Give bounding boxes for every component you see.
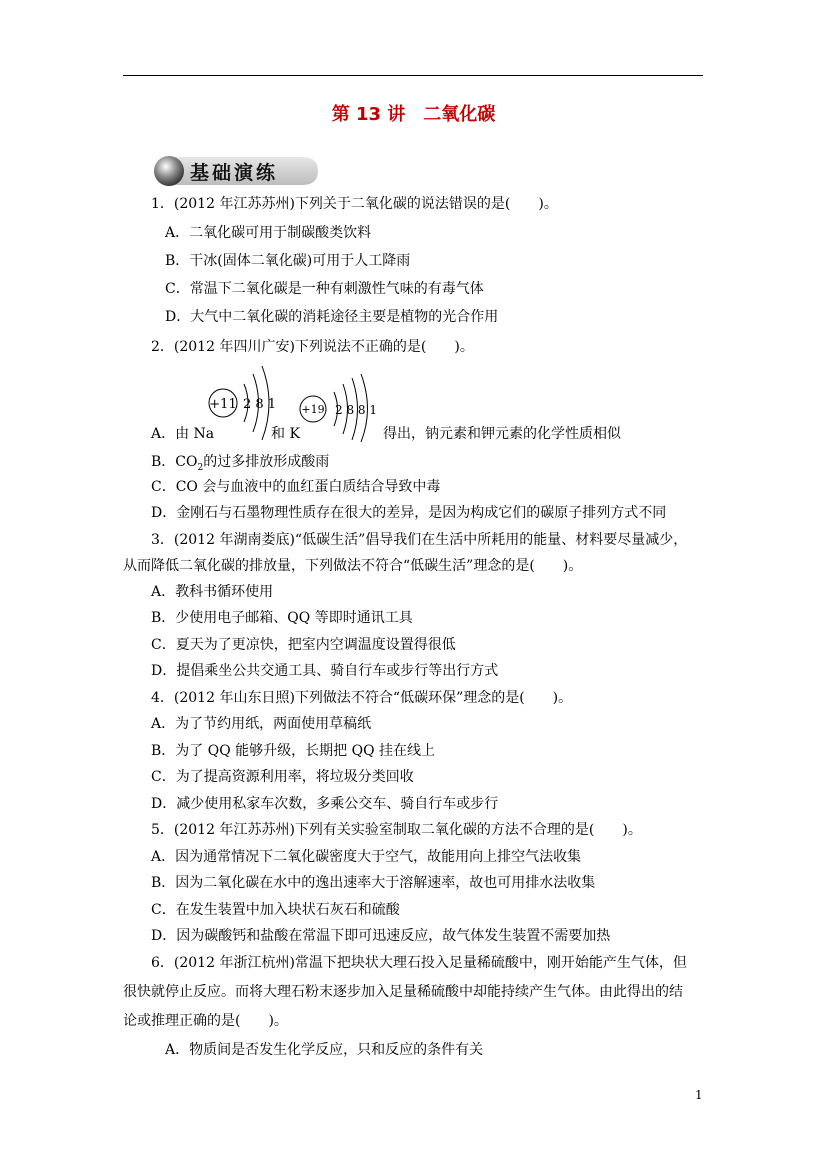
q2-option-b-subscript: 2: [197, 462, 204, 473]
q6-option-a: A．物质间是否发生化学反应，只和反应的条件有关: [165, 1042, 484, 1058]
q2-option-c: C．CO 会与血液中的血红蛋白质结合导致中毒: [151, 479, 441, 495]
q2-option-b-suffix: 的过多排放形成酸雨: [203, 454, 330, 470]
q6-stem-line3: 论或推理正确的是( )。: [123, 1013, 288, 1029]
q1-option-d: D．大气中二氧化碳的消耗途径主要是植物的光合作用: [165, 309, 499, 325]
section-banner-label: 基础演练: [190, 162, 279, 184]
q5-option-c: C．在发生装置中加入块状石灰石和硫酸: [151, 902, 400, 918]
q2-option-a-middle: 和 K: [271, 426, 300, 442]
q5-option-a: A．因为通常情况下二氧化碳密度大于空气，故能用向上排空气法收集: [151, 849, 582, 865]
q4-option-a: A．为了节约用纸，两面使用草稿纸: [151, 716, 372, 732]
q4-option-b: B．为了 QQ 能够升级，长期把 QQ 挂在线上: [151, 743, 435, 759]
q2-stem: 2．(2012 年四川广安)下列说法不正确的是( )。: [151, 339, 474, 355]
q2-option-a-prefix: A．由 Na: [151, 426, 215, 442]
page-title: 第 13 讲 二氧化碳: [331, 104, 496, 125]
q2-option-b: [151, 452, 329, 478]
q5-stem: 5．(2012 年江苏苏州)下列有关实验室制取二氧化碳的方法不合理的是( )。: [151, 822, 642, 838]
header-rule: [123, 75, 703, 76]
page-number: 1: [695, 1088, 703, 1102]
q5-option-b: B．因为二氧化碳在水中的逸出速率大于溶解速率，故也可用排水法收集: [151, 875, 596, 891]
q3-stem-line2: 从而降低二氧化碳的排放量，下列做法不符合“低碳生活”理念的是( )。: [123, 558, 583, 574]
q6-stem-line2: 很快就停止反应。而将大理石粉末逐步加入足量稀硫酸中却能持续产生气体。由此得出的结: [123, 984, 683, 1000]
q4-option-c: C．为了提高资源利用率，将垃圾分类回收: [151, 769, 414, 785]
q6-stem-line1: 6．(2012 年浙江杭州)常温下把块状大理石投入足量稀硫酸中，刚开始能产生气体，但: [151, 955, 687, 971]
na-nucleus: +11: [209, 397, 237, 412]
q4-option-d: D．减少使用私家车次数，多乘公交车、骑自行车或步行: [151, 796, 499, 812]
k-shells: 2 8 8 1: [335, 403, 377, 417]
q3-option-a: A．教科书循环使用: [151, 584, 274, 600]
q3-option-d: D．提倡乘坐公共交通工具、骑自行车或步行等出行方式: [151, 663, 499, 679]
q3-stem-line1: 3．(2012 年湖南娄底)“低碳生活”倡导我们在生活中所耗用的能量、材料要尽量减少，: [151, 532, 688, 548]
k-nucleus: +19: [301, 403, 325, 416]
q2-option-a-suffix: 得出，钠元素和钾元素的化学性质相似: [383, 426, 621, 442]
na-shells: 2 8 1: [243, 397, 277, 412]
q1-stem: 1．(2012 年江苏苏州)下列关于二氧化碳的说法错误的是( )。: [151, 196, 558, 212]
q5-option-d: D．因为碳酸钙和盐酸在常温下即可迅速反应，故气体发生装置不需要加热: [151, 928, 611, 944]
q1-option-b: B．干冰(固体二氧化碳)可用于人工降雨: [165, 253, 411, 269]
q3-option-c: C．夏天为了更凉快，把室内空调温度设置得很低: [151, 637, 456, 653]
q2-option-b-prefix: B．CO: [151, 454, 198, 470]
q2-option-d: D．金刚石与石墨物理性质存在很大的差异，是因为构成它们的碳原子排列方式不同: [151, 505, 667, 521]
q4-stem: 4．(2012 年山东日照)下列做法不符合“低碳环保”理念的是( )。: [151, 690, 573, 706]
q1-option-a: A．二氧化碳可用于制碳酸类饮料: [165, 225, 372, 241]
q3-option-b: B．少使用电子邮箱、QQ 等即时通讯工具: [151, 610, 413, 626]
section-banner: [152, 153, 320, 189]
q1-option-c: C．常温下二氧化碳是一种有刺激性气味的有毒气体: [165, 281, 484, 297]
